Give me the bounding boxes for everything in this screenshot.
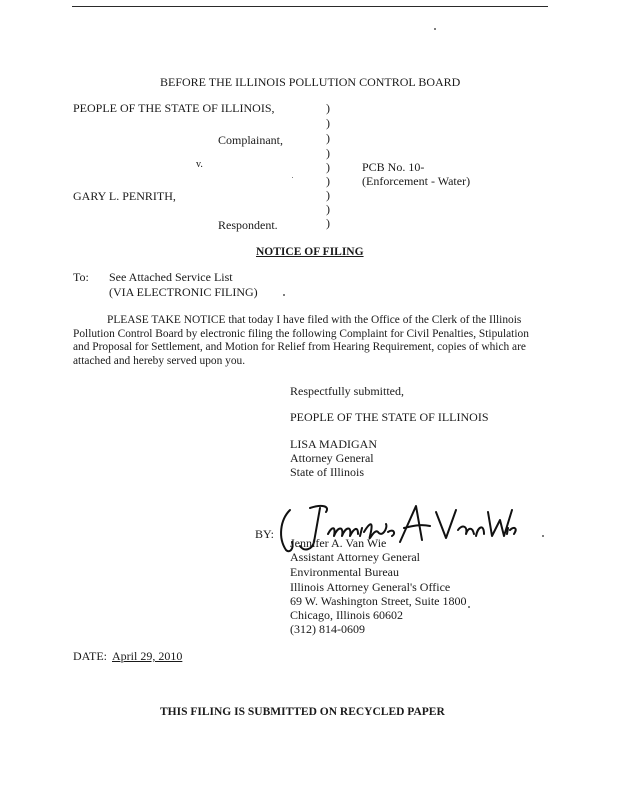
bureau-name: Environmental Bureau [290, 565, 399, 579]
to-delivery-method: (VIA ELECTRONIC FILING) [109, 285, 258, 299]
defendant-name: GARY L. PENRITH, [73, 189, 176, 203]
caption-paren: ) [326, 116, 330, 130]
phone-number: (312) 814-0609 [290, 622, 365, 636]
caption-paren: ) [326, 101, 330, 115]
closing: Respectfully submitted, [290, 384, 404, 398]
to-label: To: [73, 270, 89, 284]
scan-speck [434, 28, 436, 30]
scan-speck [283, 294, 285, 296]
caption-paren: ) [326, 216, 330, 230]
caption-paren: ) [326, 174, 330, 188]
office-name: Illinois Attorney General's Office [290, 580, 451, 594]
by-label: BY: [255, 527, 274, 541]
caption-paren: ) [326, 202, 330, 216]
signer-name: Jennifer A. Van Wie [290, 536, 387, 550]
notice-body: PLEASE TAKE NOTICE that today I have filed with the Office of the Clerk of the Illinois Pollution Control Board by electronic filing the following Complaint for Civil Penalties, Stipulation and Proposal for Settlement, and Motion for Relief from Hearing Requirement, copies of which are attached and hereby served upon you. [73, 314, 529, 367]
board-title: BEFORE THE ILLINOIS POLLUTION CONTROL BOARD [160, 75, 461, 89]
case-number: PCB No. 10- [362, 160, 425, 174]
party-name: PEOPLE OF THE STATE OF ILLINOIS [290, 410, 489, 424]
caption-paren: ) [326, 160, 330, 174]
attorney-general-state: State of Illinois [290, 465, 364, 479]
scan-speck [292, 177, 293, 178]
versus-label: v. [196, 159, 203, 170]
notice-heading: NOTICE OF FILING [256, 246, 364, 258]
scan-edge-line [72, 6, 548, 7]
signer-title: Assistant Attorney General [290, 550, 420, 564]
caption-paren: ) [326, 131, 330, 145]
caption-paren: ) [326, 146, 330, 160]
date-value: April 29, 2010 [112, 649, 183, 663]
complainant-label: Complainant, [218, 133, 283, 147]
attorney-general-name: LISA MADIGAN [290, 437, 377, 451]
city-address: Chicago, Illinois 60602 [290, 608, 403, 622]
to-recipient: See Attached Service List [109, 270, 233, 284]
caption-paren: ) [326, 188, 330, 202]
date-label: DATE: [73, 649, 107, 663]
attorney-general-title: Attorney General [290, 451, 374, 465]
respondent-label: Respondent. [218, 218, 278, 232]
scan-speck [542, 535, 544, 537]
plaintiff-name: PEOPLE OF THE STATE OF ILLINOIS, [73, 101, 275, 115]
scan-speck [468, 606, 470, 608]
recycled-paper-notice: THIS FILING IS SUBMITTED ON RECYCLED PAPER [160, 706, 445, 718]
case-type: (Enforcement - Water) [362, 174, 471, 188]
street-address: 69 W. Washington Street, Suite 1800 [290, 594, 467, 608]
